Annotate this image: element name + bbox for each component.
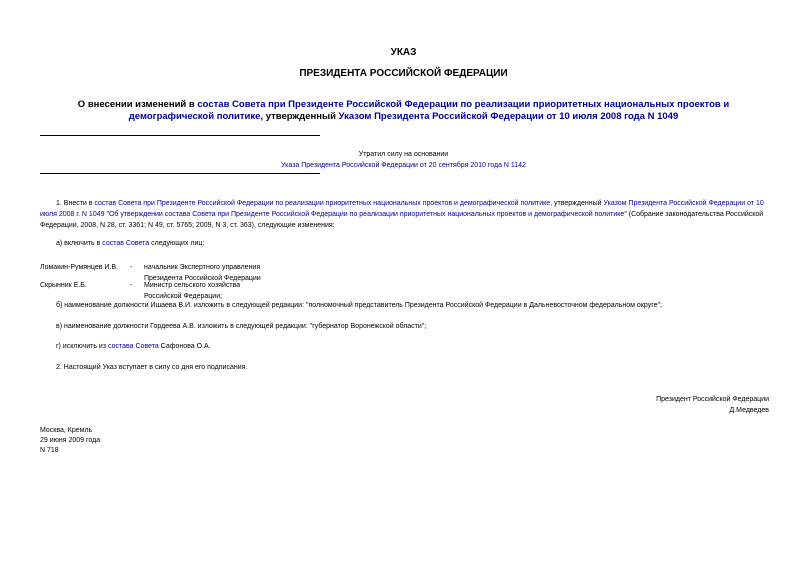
- member-name: Скрынник Е.Б.: [40, 282, 87, 289]
- para1-text-3: ": [104, 211, 109, 218]
- item-g-text-2: Сафонова О.А.: [158, 343, 211, 350]
- member-position-line: начальник Экспертного управления: [144, 264, 261, 271]
- item-a-text-1: а) включить в: [56, 240, 103, 247]
- footer-number: N 718: [40, 447, 59, 454]
- status-link[interactable]: Указа Президента Российской Федерации от 20 сентября 2010 года N 1142: [281, 162, 526, 169]
- footer-date: 29 июня 2009 года: [40, 437, 101, 444]
- member-name: Ломакин-Румянцев И.В.: [40, 264, 118, 271]
- document-subject: [40, 99, 767, 123]
- para1-text-2: , утвержденный: [550, 200, 604, 207]
- document-issuer: ПРЕЗИДЕНТА РОССИЙСКОЙ ФЕДЕРАЦИИ: [299, 68, 508, 79]
- member-dash: -: [130, 282, 133, 289]
- footer-place: Москва, Кремль: [40, 427, 93, 434]
- member-position-line: Министр сельского хозяйства: [144, 282, 241, 289]
- document-title: УКАЗ: [390, 47, 417, 58]
- para1-text-4: " (Собрание законодательства Российской Федерации, 2008, N 28, ст. 3361; N 49, ст. 5765; 2009, N 3, ст. 363), следующие изменения:: [40, 211, 764, 229]
- para1-link-decree[interactable]: Указом Президента Российской Федерации от 10 июля 2008 г. N 1049: [40, 200, 764, 218]
- member-dash: -: [130, 264, 133, 271]
- item-2: 2. Настоящий Указ вступает в силу со дня его подписания.: [56, 364, 248, 371]
- member-position-line: Президента Российской Федерации: [144, 275, 261, 282]
- subject-link-council[interactable]: состав Совета при Президенте Российской Федерации по реализации приоритетных национальных проектов и демографической политике: [128, 99, 730, 122]
- item-b: б) наименование должности Ишаева В.И. изложить в следующей редакции: "полномочный представитель Президента Российской Федерации в Дальневосточном федеральном округе";: [56, 302, 662, 309]
- para1-text-1: 1. Внести в: [56, 200, 95, 207]
- member-position: [144, 280, 294, 302]
- item-a-link-council[interactable]: состав Совета: [102, 240, 150, 247]
- item-v: в) наименование должности Гордеева А.В. изложить в следующей редакции: "губернатор Воронежской области";: [56, 323, 427, 330]
- para1-link-council[interactable]: состав Совета при Президенте Российской Федерации по реализации приоритетных национальных проектов и демографической политике: [94, 200, 551, 207]
- divider-top: [40, 135, 320, 136]
- member-position-line: Российской Федерации;: [144, 293, 223, 300]
- para1-link-decree-title[interactable]: Об утверждении состава Совета при Президенте Российской Федерации по реализации приоритетных национальных проектов и демографической политике: [108, 211, 625, 218]
- subject-link-decree[interactable]: Указом Президента Российской Федерации от 10 июля 2008 года N 1049: [338, 111, 679, 122]
- item-a: [56, 238, 756, 249]
- subject-text-2: , утвержденный: [260, 111, 339, 122]
- signature-name: Д.Медведев: [729, 407, 769, 414]
- signature-title: Президент Российской Федерации: [656, 396, 769, 403]
- subject-text-1: О внесении изменений в: [77, 99, 198, 110]
- item-g-link-council[interactable]: состава Совета: [107, 343, 159, 350]
- item-a-text-2: следующих лиц:: [149, 240, 205, 247]
- divider-bottom: [40, 173, 320, 174]
- status-line: Утратил силу на основании: [358, 151, 449, 158]
- item-g-text-1: г) исключить из: [56, 343, 108, 350]
- item-g: [56, 341, 756, 352]
- paragraph-1: [40, 198, 769, 231]
